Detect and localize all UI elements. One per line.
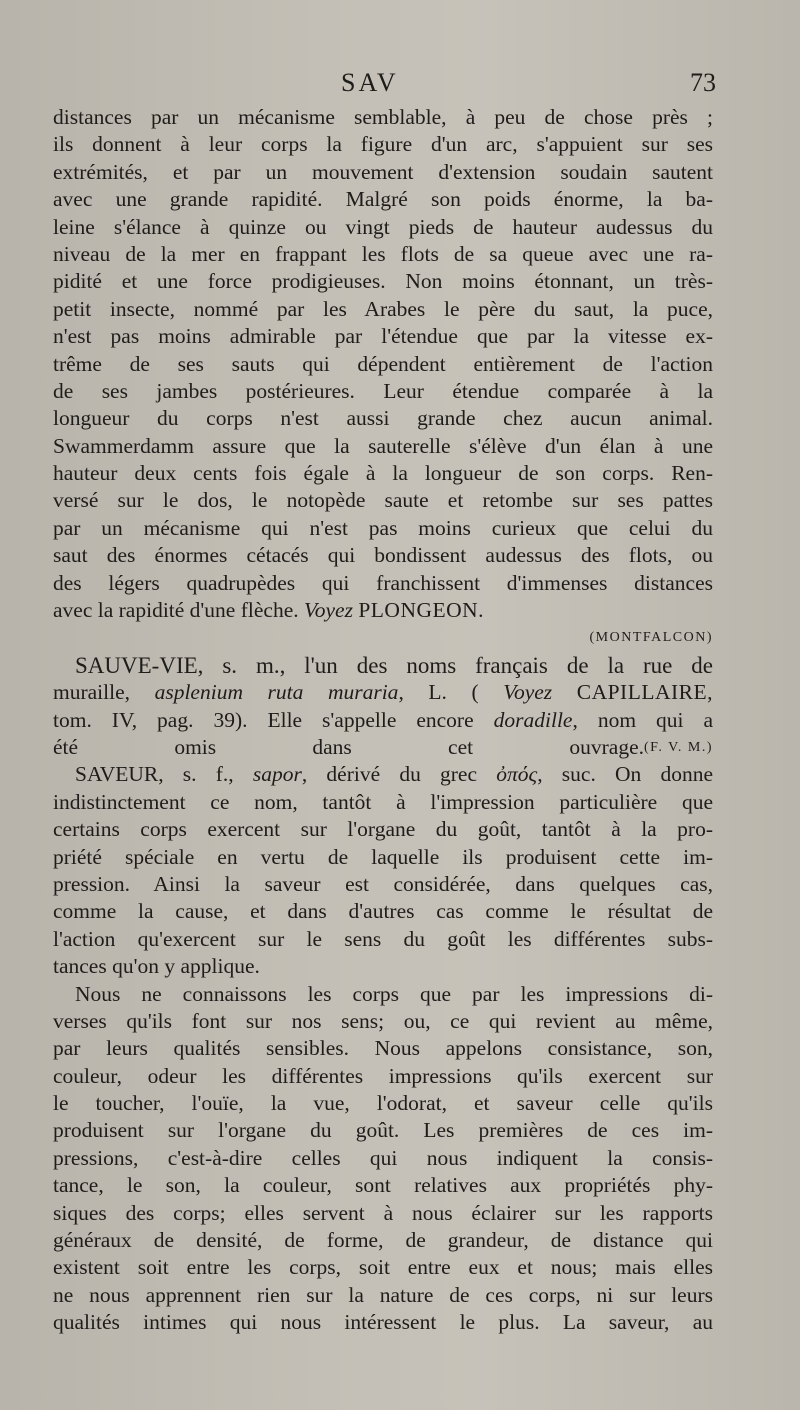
text-line: extrémités, et par un mouvement d'extension soudain sautent	[53, 159, 713, 184]
text-run: , suc. On donne	[537, 762, 713, 787]
text-line: Swammerdamm assure que la sauterelle s'élève d'un élan à une	[53, 433, 713, 458]
text-line: certains corps exercent sur l'organe du goût, tantôt à la pro-	[53, 817, 713, 842]
text-line: existent soit entre les corps, soit entre eux et nous; mais elles	[53, 1255, 713, 1280]
text-line: siques des corps; elles servent à nous éclairer sur les rapports	[53, 1200, 713, 1225]
text-line: saut des énormes cétacés qui bondissent audessus des flots, ou	[53, 543, 713, 568]
text-line: verses qu'ils font sur nos sens; ou, ce qui revient au même,	[53, 1008, 713, 1033]
text-line	[53, 679, 713, 706]
text-line: versé sur le dos, le notopède saute et retombe sur ses pattes	[53, 488, 713, 513]
latin-name: asplenium ruta muraria	[154, 680, 399, 705]
text-line: couleur, odeur les différentes impressions qu'ils exercent sur	[53, 1063, 713, 1088]
author-signature: (F. V. M.)	[644, 739, 713, 755]
page-header	[0, 68, 800, 104]
text-line: tances qu'on y applique.	[53, 954, 260, 979]
text-line: longueur du corps n'est aussi grande chez aucun animal.	[53, 406, 713, 431]
text-line: de ses jambes postérieures. Leur étendue comparée à la	[53, 378, 713, 403]
cross-reference-target: PLONGEON.	[358, 598, 485, 623]
text-line: qualités intimes qui nous intéressent le plus. La saveur, au	[53, 1310, 713, 1335]
page-number: 73	[690, 68, 716, 97]
text-line	[53, 597, 713, 624]
text-line: l'action qu'exercent sur le sens du goût les différentes subs-	[53, 926, 713, 951]
text-line: petit insecte, nommé par les Arabes le père du saut, la puce,	[53, 296, 713, 321]
text-line: par un mécanisme qui n'est pas moins curieux que celui du	[53, 515, 713, 540]
entry-headline	[53, 761, 713, 788]
text-line: tance, le son, la couleur, sont relatives aux propriétés phy-	[53, 1173, 713, 1198]
text-line: ne nous apprennent rien sur la nature de ces corps, ni sur leurs	[53, 1282, 713, 1307]
text-line: des légers quadrupèdes qui franchissent d'immenses distances	[53, 570, 713, 595]
entry-headline: SAUVE-VIE, s. m., l'un des noms français de la rue de	[75, 652, 713, 678]
text-line: trême de ses sauts qui dépendent entièrement de l'action	[53, 351, 713, 376]
text-line: leine s'élance à quinze ou vingt pieds de hauteur audessus du	[53, 214, 713, 239]
text-line: hauteur deux cents fois égale à la longueur de son corps. Ren-	[53, 461, 713, 486]
text-run: , nom qui a	[572, 707, 713, 732]
text-line	[53, 734, 713, 761]
term: doradille	[493, 707, 573, 732]
text-line: pression. Ainsi la saveur est considérée, dans quelques cas,	[53, 871, 713, 896]
author-signature: (MONTFALCON)	[589, 630, 713, 646]
greek-word: ὀπός	[496, 762, 538, 787]
text-line: produisent sur l'organe du goût. Les premières de ces im-	[53, 1118, 713, 1143]
running-head: SAV	[341, 68, 399, 97]
entry-word: SAVEUR, s. f.,	[75, 762, 234, 787]
text-line: généraux de densité, de forme, de grandeur, de distance qui	[53, 1228, 713, 1253]
text-run: , dérivé du grec	[301, 762, 478, 787]
text-line: n'est pas moins admirable par l'étendue que par la vitesse ex-	[53, 324, 713, 349]
text-line: Nous ne connaissons les corps que par les impressions di-	[75, 981, 713, 1006]
text-line: indistinctement ce nom, tantôt à l'impression particulière que	[53, 789, 713, 814]
cross-reference-target: CAPILLAIRE,	[576, 680, 713, 705]
text-line	[53, 707, 713, 734]
text-run: avec la rapidité d'une flèche.	[53, 598, 299, 623]
text-line: niveau de la mer en frappant les flots de sa queue avec une ra-	[53, 241, 713, 266]
text-line: le toucher, l'ouïe, la vue, l'odorat, et saveur celle qu'ils	[53, 1091, 713, 1116]
text-line: priété spéciale en vertu de laquelle ils produisent cette im-	[53, 844, 713, 869]
text-run: , L. (	[398, 680, 479, 705]
body-text	[53, 104, 713, 1337]
text-line: comme la cause, et dans d'autres cas comme le résultat de	[53, 899, 713, 924]
text-line: pressions, c'est-à-dire celles qui nous indiquent la consis-	[53, 1145, 713, 1170]
text-run: muraille,	[53, 680, 131, 705]
text-line: avec une grande rapidité. Malgré son poids énorme, la ba-	[53, 187, 713, 212]
text-line: par leurs qualités sensibles. Nous appelons consistance, son,	[53, 1036, 713, 1061]
text-run: tom. IV, pag. 39). Elle s'appelle encore	[53, 707, 474, 732]
cross-reference-label: Voyez	[503, 680, 553, 705]
text-line: pidité et une force prodigieuses. Non moins étonnant, un très-	[53, 269, 713, 294]
latin-name: sapor	[252, 762, 302, 787]
text-run: été omis dans cet ouvrage.	[53, 734, 644, 759]
text-line: distances par un mécanisme semblable, à peu de chose près ;	[53, 105, 713, 129]
cross-reference-label: Voyez	[304, 598, 353, 623]
text-line: ils donnent à leur corps la figure d'un arc, s'appuient sur ses	[53, 132, 713, 157]
